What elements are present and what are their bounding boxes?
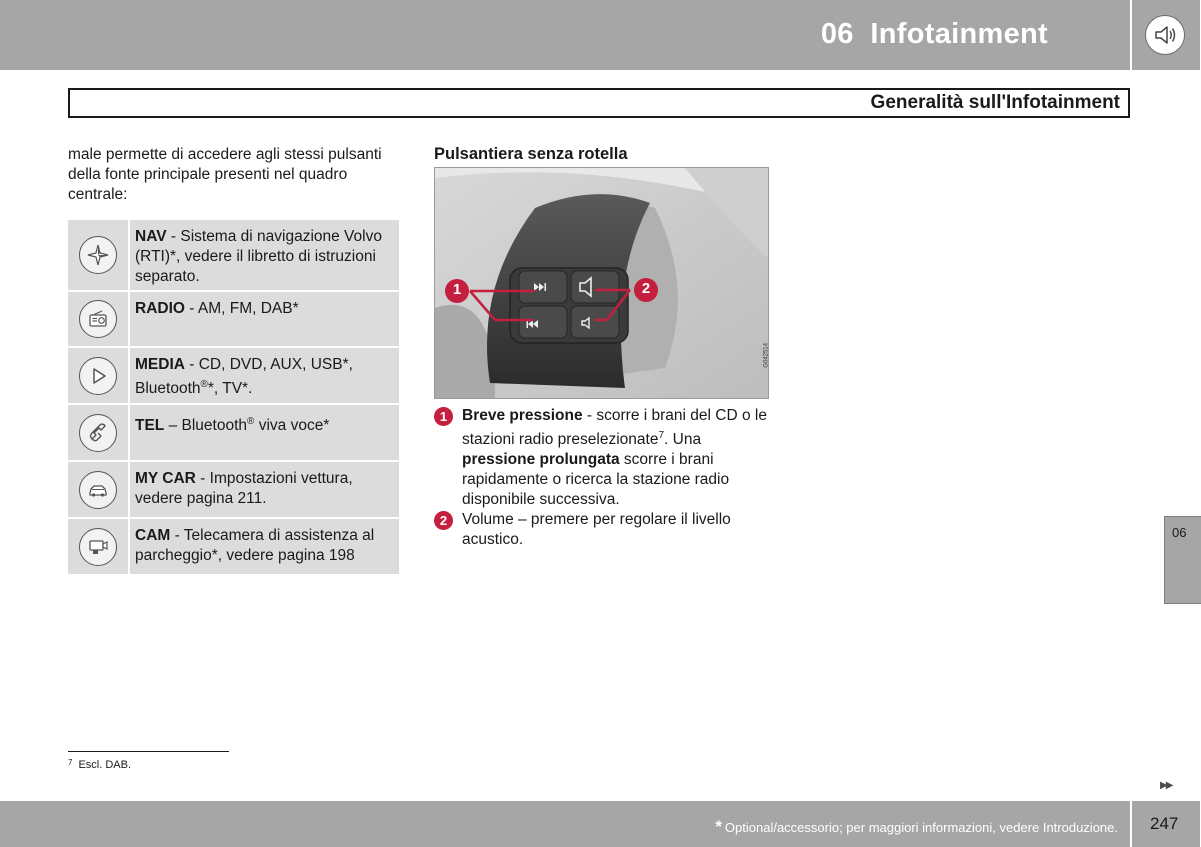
table-row: [68, 348, 399, 405]
source-description: MY CAR - Impostazioni vettura, vedere pagina 211.: [135, 470, 353, 507]
radio-icon: [79, 300, 117, 338]
chapter-side-tab: 06: [1164, 516, 1201, 604]
source-description: NAV - Sistema di navigazione Volvo (RTI)*, vedere il libretto di istruzioni separato.: [135, 228, 382, 285]
footer-note: * Optional/accessorio; per maggiori informazioni, vedere Introduzione.: [715, 817, 1118, 836]
page-number-box: [1132, 801, 1200, 847]
source-description: MEDIA - CD, DVD, AUX, USB*, Bluetooth®*, TV*.: [135, 356, 353, 398]
page-number: 247: [1150, 814, 1179, 833]
table-row: [68, 405, 399, 462]
number-badge: 2: [434, 511, 453, 530]
source-description: CAM - Telecamera di assistenza al parcheggio*, vedere pagina 198: [135, 527, 375, 564]
phone-icon: [79, 414, 117, 452]
table-row: [68, 292, 399, 348]
speaker-icon: [1145, 15, 1185, 55]
play-icon: [79, 357, 117, 395]
source-name: CAM: [135, 527, 171, 544]
section-header: [68, 88, 1130, 118]
source-name: TEL: [135, 417, 165, 435]
source-name: MEDIA: [135, 356, 185, 373]
double-arrow-icon: ▶▶: [1160, 780, 1172, 791]
steering-wheel-photo: [434, 167, 769, 399]
chapter-icon-box: [1132, 0, 1200, 70]
camera-icon: [79, 528, 117, 566]
description-2: 2 Volume – premere per regolare il livello acustico.: [434, 510, 769, 550]
table-row: [68, 220, 399, 292]
intro-paragraph: male permette di accedere agli stessi pulsanti della fonte principale presenti nel quadro centrale:: [68, 146, 382, 203]
photo-code: G042514: [764, 343, 770, 368]
source-name: RADIO: [135, 300, 185, 317]
callout-1: 1: [452, 281, 462, 298]
compass-icon: [79, 236, 117, 274]
footnote-rule: [68, 751, 229, 752]
number-badge: 1: [434, 407, 453, 426]
section-title: Generalità sull'Infotainment: [870, 92, 1120, 113]
description-1: 1 Breve pressione - scorre i brani del CD o le stazioni radio preselezionate$^7$. Una pressione prolungata scorre i brani rapidamente o ricerca la stazione radio disponibile successiva.: [434, 406, 769, 510]
footnote: $^7$ Escl. DAB.: [68, 758, 132, 771]
subheading: Pulsantiera senza rotella: [434, 145, 628, 163]
car-icon: [79, 471, 117, 509]
source-name: NAV: [135, 228, 167, 245]
table-row: [68, 519, 399, 574]
source-table: [68, 220, 399, 574]
header-bar: [0, 0, 1130, 70]
chapter-title: 06 Infotainment: [820, 18, 1048, 50]
source-description: TEL – Bluetooth® viva voce*: [135, 416, 330, 435]
source-description: RADIO - AM, FM, DAB*: [135, 300, 299, 317]
source-name: MY CAR: [135, 470, 196, 487]
callout-2: 2: [641, 280, 651, 297]
table-row: [68, 462, 399, 519]
footer-bar: [0, 801, 1130, 847]
